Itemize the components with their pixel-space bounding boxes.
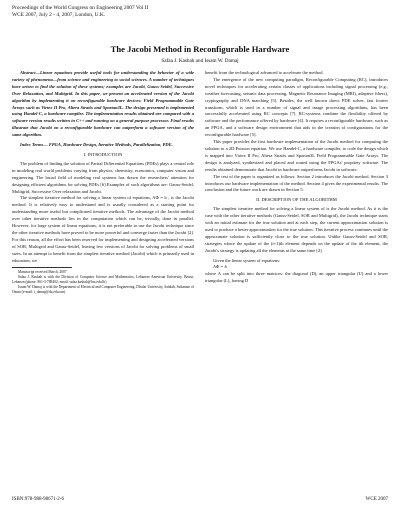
paper-authors: Safaa J. Kasbah and Issam W. Damaj <box>161 58 239 64</box>
footnote-author-1: Safaa J. Kasbah is with the Division of Computer Science and Mathematics, Lebanese American University, Beirut, Lebanon (phone: 961-3-788402; email: safaa.kasbah@lau.edu.lb) <box>12 275 194 285</box>
footer-conference: WCE 2007 <box>365 497 388 502</box>
description-paragraph-3: where A can be split into three matrices: the diagonal (D), an upper triangular (U) and a lower triangular (L), having D <box>205 271 388 284</box>
index-terms-label: Index Terms <box>20 142 44 148</box>
index-terms <box>12 142 194 149</box>
intro-paragraph-1: The problem of finding the solution of Partial Differential Equations (PDEs) plays a central role in modeling real world problems varying from physics, chemistry, economics, computer vision and engineering. The broad field of modeling real systems has drawn the researchers' attention for designing efficient algorithms for solving PDEs [6].Examples of such algorithms are: Gauss-Seidel, Multigrid, Successive Over relaxation and Jacobi. <box>12 160 194 194</box>
description-paragraph-2: Given the linear system of equations: <box>213 257 281 263</box>
intro-paragraph-5: The rest of the paper is organized as follows: Section 2 introduces the Jacobi method. Section 3 introduces our hardware implementation of the method. Section 4 gives the experimental results. The conclusion and the future work are drawn in Section 5. <box>205 173 388 193</box>
intro-paragraph-2: The simplest iterative method for solving a linear system of equations, AΦ = b , is the Jacobi method. It is relatively easy to understand and is usually considered as a starting point for understanding more useful but complicated iterative methods. The advantage of the Jacobi method over other iterative methods lies in the computation which can be, trivially, done in parallel. However, for large system of linear equations, it is not preferable to use the Jacobi technique since the other iterative methods have proved to be more powerful and converge faster than the Jacobi [2]. For this reason, all the effort has been reserved for implementing and designing accelerated versions of SOR, Multigrid and Gauss-Seidel, leaving few versions of Jacobi for solving problems of small sizes. In an attempt to benefit from the simplest iterative method (Jacobi) which is primarily used in education; we <box>12 195 194 263</box>
equation: AΦ = b <box>213 264 227 270</box>
header-line-1: Proceedings of the World Congress on Engineering 2007 Vol II <box>12 5 149 11</box>
abstract-text: —Linear equations provide useful tools for understanding the behavior of a wide variety of phenomena—from science and engineering to social sciences. A number of techniques have arisen to find the solution of these systems; examples are Jacobi, Gauss-Seidel, Successive Over Relaxation, and Multigrid. In this paper, we present an accelerated version of the Jacobi algorithm by implementing it on reconfigurable hardware devices: Field Programmable Gate Arrays such as Virtex II Pro, Altera Stratix and Spartan3L. The design presented is implemented using Handel-C, a hardware compiler. The implementation results obtained are compared with a software version results written in C++ and running on a general purpose processor. Final results illustrate that Jacobi on a reconfigurable hardware can outperform a software version of the same algorithm. <box>12 70 194 138</box>
header-line-2: WCE 2007, July 2 - 4, 2007, London, U.K. <box>12 12 106 18</box>
footnote-author-2: Issam W. Damaj is with the Department of Electrical and Computer Engineering, Dhofar University, Salalah, Sultanate of Oman (e-mail: i_damaj@du.edu.om). <box>12 285 194 295</box>
section-heading-description: II. DESCRIPTION OF THE ALGORITHM <box>256 197 337 203</box>
abstract-label: Abstract <box>20 70 36 75</box>
intro-paragraph-4: This paper provides the first hardware implementation of the Jacobi method for computing the solution to a 2D Poisson equation. We use Handel-C, a hardware compiler, to code the design which is mapped into Virtex II Pro, Altera Stratix and Spartan3L Field Programmable Gate Arrays. The design is analyzed, synthesized and placed and routed using the FPGAs' propriety software. The results obtained demonstrate that Jacobi in hardware outperforms Jacobi in software. <box>205 139 388 172</box>
footer-isbn: ISBN:978-988-98671-2-6 <box>12 497 64 502</box>
footnote-divider <box>12 267 72 268</box>
abstract <box>12 70 194 139</box>
running-header <box>12 5 148 19</box>
right-column <box>205 70 388 285</box>
intro-paragraph-3: The emergence of the new computing paradigm, Reconfigurable Computing (RC), introduces novel techniques for accelerating certain classes of applications including signal processing (e.g., weather forecasting, seismic data processing, Magnetic Resonance Imaging (MRI), adaptive filters), cryptography and DNA matching [5]. Besides, the well known direct PDE solver, fast fourier transform, which is used in a number of signal and image processing algorithms, has been successfully accelerated using RC concepts [7]. RC-systems combine the flexibility offered by software and the performance offered by hardware [4]. It requires a reconfigurable hardware, such as an FPGA, and a software design environment that aids in the creation of configurations for the reconfigurable hardware [5]. <box>205 76 388 138</box>
paper-title: The Jacobi Method in Reconfigurable Hardware <box>110 44 290 54</box>
description-paragraph-1: The simplest iterative method for solving a linear system of is the Jacobi method. As it is the case with the other iterative methods (Gauss-Seidel, SOR and Multigrid), the Jacobi technique starts with an initial estimate for the true solution and at each step, the current approximation solution is used to produce a better approximation for the true solution. This iterative process continues until the approximate solution is sufficiently close to the true solution. Unlike Gauss-Seidel and SOR, strategies where the update of the (i+1)th element depends on the update of the ith element, the Jacobi's strategy is updating all the elements at the same time [2]. <box>205 206 388 253</box>
section-heading-introduction: I. INTRODUCTION <box>83 151 123 157</box>
intro-continuation: benefit from the technological advanced to accelerate the method. <box>205 70 324 75</box>
left-column <box>12 70 194 295</box>
footnote-received: Manuscript received March, 2007 <box>18 270 67 275</box>
index-terms-text: — FPGA, Hardware Design, Iterative Methods, Parallelization, PDE. <box>43 142 173 148</box>
